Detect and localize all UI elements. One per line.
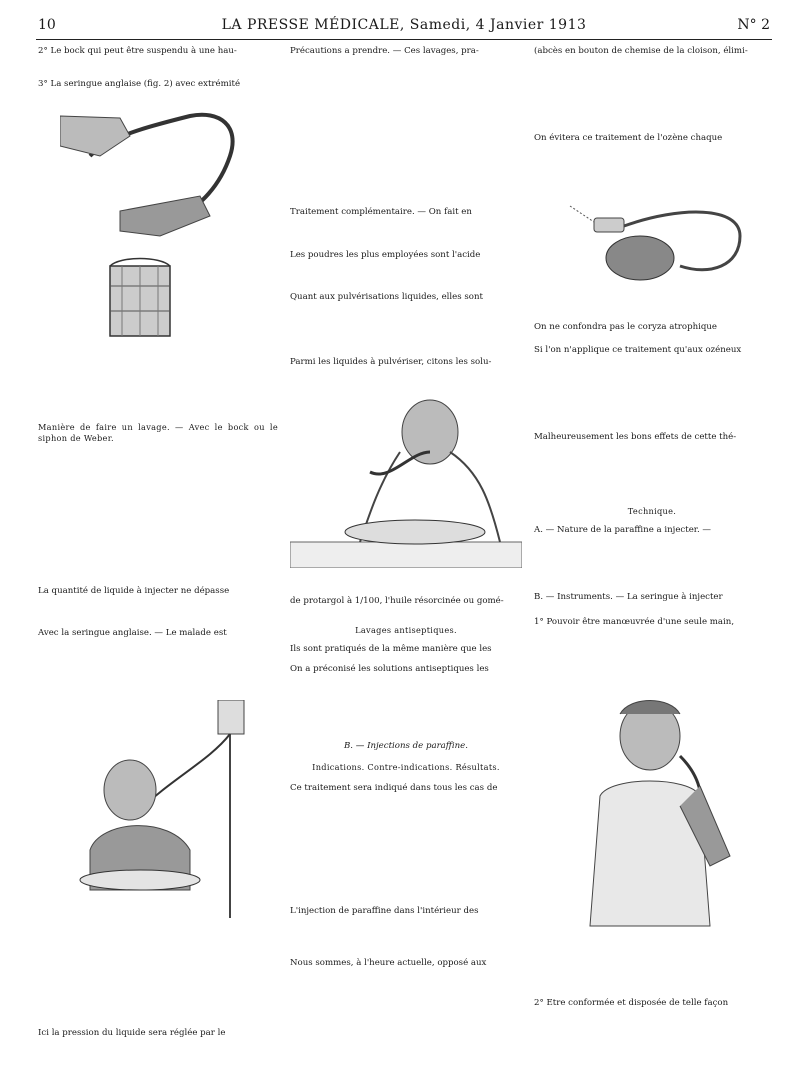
col3-line-5: Malheureusement les bons effets de cette thé- <box>534 431 737 442</box>
column-2-lower <box>290 596 522 969</box>
col1-line-4: Avec la seringue anglaise. — Le malade est <box>38 628 227 639</box>
col1-line-1: 2° Le bock qui peut être suspendu à une hau- <box>38 46 237 56</box>
header-rule <box>36 39 772 40</box>
column-3-mid <box>534 322 770 628</box>
column-3 <box>534 44 770 144</box>
col2-line-1: Précautions a prendre. — Ces lavages, pra- <box>290 46 479 56</box>
page-number: 10 <box>38 17 56 33</box>
col2-heading-b: B. — Injections de paraffine. <box>343 741 468 752</box>
figure-4 <box>290 392 522 568</box>
figure-5-illustration <box>560 186 750 286</box>
figure-6 <box>560 696 760 936</box>
col3-line-7: B. — Instruments. — La seringue à injecter <box>534 591 723 602</box>
col2-line-2: Traitement complémentaire. — On fait en <box>290 206 472 217</box>
col2-line-11: Nous sommes, à l'heure actuelle, opposé aux <box>290 958 487 969</box>
column-1 <box>38 44 278 90</box>
figure-2-illustration <box>60 96 260 358</box>
col1-line-5: Ici la pression du liquide sera réglée par le <box>38 1028 226 1038</box>
col1-line-2: 3° La seringue anglaise (fig. 2) avec extrémité <box>38 78 241 89</box>
col2-line-6: de protargol à 1/100, l'huile résorcinée ou gomé- <box>290 596 504 606</box>
col2-heading-antiseptic: Lavages antiseptiques. <box>355 624 457 635</box>
figure-2 <box>60 96 260 358</box>
col2-line-3: Les poudres les plus employées sont l'acide <box>290 249 481 260</box>
col1-line-3: La quantité de liquide à injecter ne dépasse <box>38 585 230 596</box>
figure-6-illustration <box>560 696 760 936</box>
figure-3 <box>60 700 260 918</box>
col1-section-title: Manière de faire un lavage. — Avec le bock ou le siphon de Weber. <box>38 422 278 443</box>
journal-title: LA PRESSE MÉDICALE, Samedi, 4 Janvier 1913 <box>221 17 587 33</box>
col3-line-8: 1° Pouvoir être manœuvrée d'une seule main, <box>534 616 735 627</box>
page-header <box>38 14 770 36</box>
figure-5 <box>560 186 750 286</box>
col2-line-9: Ce traitement sera indiqué dans tous les cas de <box>290 782 498 793</box>
col3-line-1: (abcès en bouton de chemise de la cloison, élimi- <box>534 46 748 56</box>
col2-line-5: Parmi les liquides à pulvériser, citons les solu- <box>290 357 492 368</box>
figure-3-illustration <box>60 700 260 918</box>
col3-heading-technique: Technique. <box>627 506 677 517</box>
column-3-bottom <box>534 998 770 1009</box>
col2-line-7: Ils sont pratiqués de la même manière que les <box>290 643 492 654</box>
col3-line-6: A. — Nature de la paraffine a injecter. — <box>534 525 711 536</box>
figure-4-illustration <box>290 392 522 568</box>
col3-line-4: Si l'on n'applique ce traitement qu'aux ozéneux <box>534 344 742 355</box>
col2-line-4: Quant aux pulvérisations liquides, elles sont <box>290 292 483 303</box>
column-1-bottom <box>38 1028 278 1039</box>
col3-line-3: On ne confondra pas le coryza atrophique <box>534 322 717 332</box>
issue-number: N° 2 <box>737 17 770 33</box>
col2-line-8: On a préconisé les solutions antiseptiques les <box>290 664 489 675</box>
col3-line-9: 2° Etre conformée et disposée de telle façon <box>534 998 729 1008</box>
col3-line-2: On évitera ce traitement de l'ozène chaque <box>534 132 723 143</box>
column-1-lower <box>38 422 278 639</box>
column-2 <box>290 44 522 368</box>
col2-line-10: L'injection de paraffine dans l'intérieur des <box>290 905 479 916</box>
col2-subheading: Indications. Contre-indications. Résultats. <box>312 761 500 772</box>
